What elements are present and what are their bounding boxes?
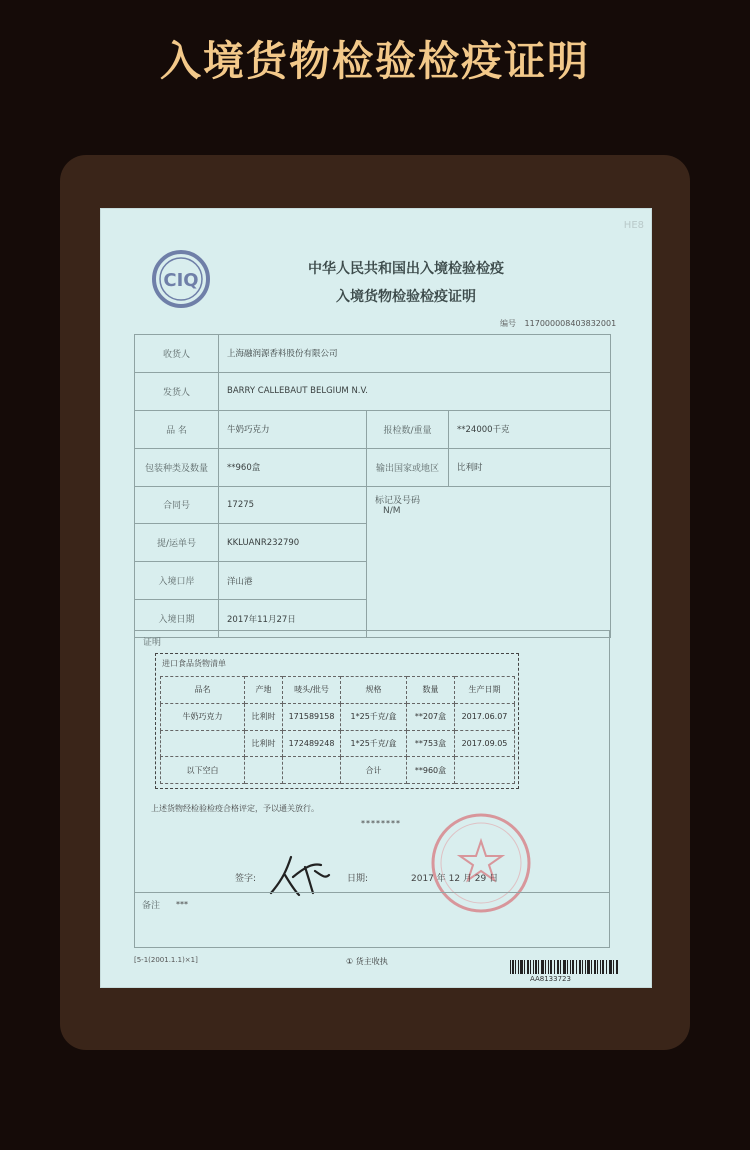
document-title: 入境货物检验检疫证明 bbox=[336, 289, 476, 305]
marks-cell bbox=[367, 486, 611, 638]
goods-cell: 比利时 bbox=[245, 730, 283, 757]
port-value: 洋山港 bbox=[219, 562, 367, 600]
certificate-paper bbox=[100, 208, 652, 988]
goods-total-value: **960盒 bbox=[407, 757, 455, 784]
goods-cell: 1*25千克/盒 bbox=[341, 730, 407, 757]
goods-total-label: 合计 bbox=[341, 757, 407, 784]
barcode-number: AA8133723 bbox=[530, 975, 571, 983]
goods-empty-cell bbox=[283, 757, 341, 784]
goods-header: 产地 bbox=[245, 677, 283, 704]
goods-cell: 牛奶巧克力 bbox=[161, 703, 245, 730]
remarks-value: *** bbox=[176, 900, 188, 909]
corner-note: HE8 bbox=[623, 220, 644, 231]
marks-value: N/M bbox=[383, 505, 401, 516]
document-authority: 中华人民共和国出入境检验检疫 bbox=[308, 261, 504, 277]
serial-number bbox=[500, 318, 616, 329]
consignee-label: 收货人 bbox=[135, 335, 219, 373]
signature-label: 签字: bbox=[235, 874, 257, 884]
proof-label: 证明 bbox=[143, 638, 162, 648]
official-seal-icon bbox=[429, 811, 533, 915]
issue-date-value: 2017 年 12 月 29 日 bbox=[411, 874, 499, 884]
goods-table bbox=[160, 676, 515, 784]
serial-value: 117000008403832001 bbox=[524, 319, 617, 328]
form-code: [5-1(2001.1.1)×1] bbox=[134, 956, 198, 964]
goods-cell: 2017.09.05 bbox=[455, 730, 515, 757]
product-label: 品 名 bbox=[135, 410, 219, 448]
goods-cell: **753盒 bbox=[407, 730, 455, 757]
goods-list-title: 进口食品货物清单 bbox=[162, 659, 226, 668]
contract-value: 17275 bbox=[219, 486, 367, 524]
goods-cell: 比利时 bbox=[245, 703, 283, 730]
certificate-table bbox=[134, 334, 611, 638]
goods-header: 数量 bbox=[407, 677, 455, 704]
svg-text:CIQ: CIQ bbox=[163, 270, 199, 291]
approval-stars: ******** bbox=[361, 819, 401, 828]
marks-label: 标记及号码 bbox=[375, 495, 421, 506]
entry-date-label: 入境日期 bbox=[135, 600, 219, 638]
origin-value: 比利时 bbox=[449, 448, 611, 486]
goods-empty-cell bbox=[455, 757, 515, 784]
goods-header: 唛头/批号 bbox=[283, 677, 341, 704]
port-label: 入境口岸 bbox=[135, 562, 219, 600]
goods-list-box bbox=[155, 653, 519, 789]
bill-label: 提/运单号 bbox=[135, 524, 219, 562]
goods-cell: 172489248 bbox=[283, 730, 341, 757]
goods-header: 生产日期 bbox=[455, 677, 515, 704]
entry-date-value: 2017年11月27日 bbox=[219, 600, 367, 638]
packing-label: 包装种类及数量 bbox=[135, 448, 219, 486]
goods-cell: 1*25千克/盒 bbox=[341, 703, 407, 730]
consignor-value: BARRY CALLEBAUT BELGIUM N.V. bbox=[219, 372, 611, 410]
weight-label: 报检数/重量 bbox=[367, 410, 449, 448]
banner-title: 入境货物检验检疫证明 bbox=[160, 37, 590, 85]
goods-empty-cell bbox=[245, 757, 283, 784]
packing-value: **960盒 bbox=[219, 448, 367, 486]
goods-row bbox=[161, 703, 515, 730]
copy-note: ① 货主收执 bbox=[346, 957, 388, 966]
goods-cell: 2017.06.07 bbox=[455, 703, 515, 730]
goods-cell: **207盒 bbox=[407, 703, 455, 730]
goods-header: 品名 bbox=[161, 677, 245, 704]
product-value: 牛奶巧克力 bbox=[219, 410, 367, 448]
goods-cell bbox=[161, 730, 245, 757]
goods-row bbox=[161, 730, 515, 757]
consignee-value: 上海融润源香料股份有限公司 bbox=[219, 335, 611, 373]
weight-value: **24000千克 bbox=[449, 410, 611, 448]
goods-cell: 171589158 bbox=[283, 703, 341, 730]
consignor-label: 发货人 bbox=[135, 372, 219, 410]
serial-label: 编号 bbox=[500, 319, 516, 328]
origin-label: 输出国家或地区 bbox=[367, 448, 449, 486]
bill-value: KKLUANR232790 bbox=[219, 524, 367, 562]
proof-section bbox=[134, 630, 610, 948]
remarks-label: 备注 bbox=[142, 901, 161, 911]
barcode-icon bbox=[510, 960, 618, 974]
goods-footer-blank: 以下空白 bbox=[161, 757, 245, 784]
goods-total-row bbox=[161, 757, 515, 784]
issue-date-label: 日期: bbox=[347, 874, 369, 884]
goods-header: 规格 bbox=[341, 677, 407, 704]
goods-header-row bbox=[161, 677, 515, 704]
approval-statement: 上述货物经检验检疫合格评定，予以通关放行。 bbox=[151, 804, 319, 813]
contract-label: 合同号 bbox=[135, 486, 219, 524]
remarks-divider bbox=[134, 892, 610, 893]
